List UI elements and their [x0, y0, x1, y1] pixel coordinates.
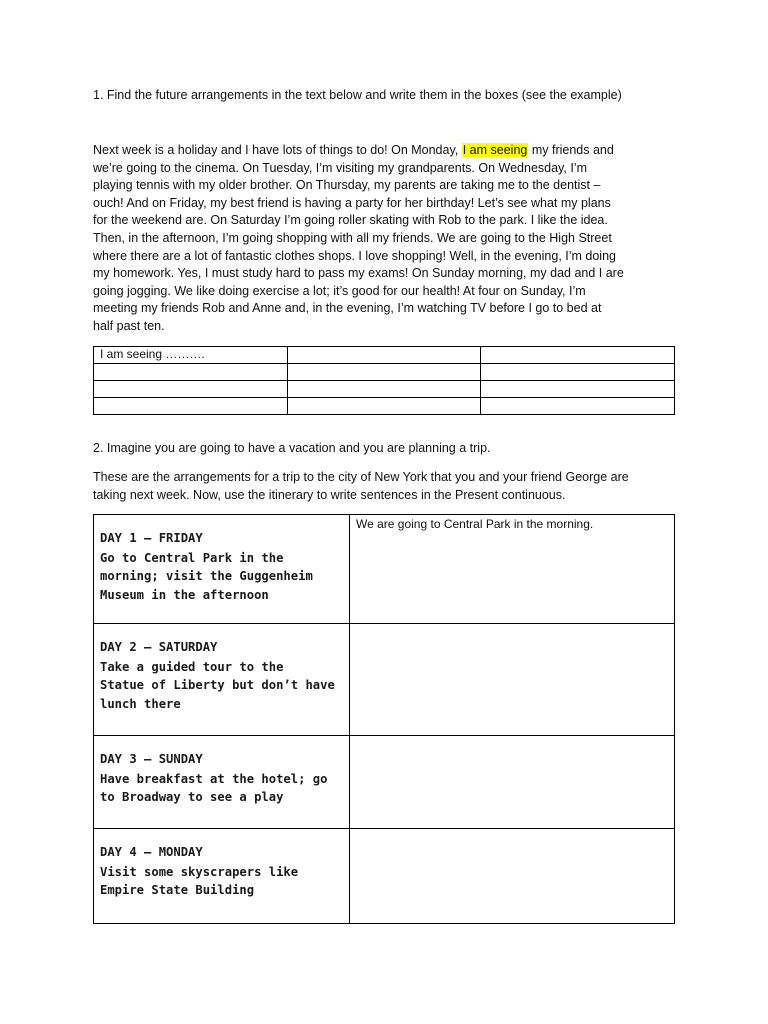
day-title: DAY 1 – FRIDAY [100, 531, 203, 545]
answer-box[interactable] [287, 398, 481, 415]
table-row [94, 398, 675, 415]
day-activity-line: Visit some skyscrapers like [100, 864, 299, 879]
intro-line: taking next week. Now, use the itinerary to write sentences in the Present continuous. [93, 488, 566, 502]
passage-line: Then, in the afternoon, I’m going shopping with all my friends. We are going to the High Street [93, 230, 612, 245]
itinerary-table [93, 514, 675, 924]
sentence-answer-box[interactable] [350, 829, 675, 924]
answer-box[interactable] [481, 347, 675, 364]
answer-box[interactable] [481, 364, 675, 381]
day-title: DAY 2 – SATURDAY [100, 640, 218, 654]
table-row [94, 347, 675, 364]
day-title: DAY 3 – SUNDAY [100, 752, 203, 766]
passage-line: for the weekend are. On Saturday I’m going roller skating with Rob to the park. I like the idea. [93, 213, 608, 228]
table-row [94, 364, 675, 381]
itinerary-row-day-2 [94, 624, 675, 736]
passage-line: going jogging. We like doing exercise a lot; it’s good for our health! At four on Sunday, I’m [93, 283, 586, 298]
answer-box[interactable] [94, 364, 288, 381]
itinerary-day-cell [94, 736, 350, 829]
highlighted-example: I am seeing [462, 143, 528, 157]
day-activity-line: Have breakfast at the hotel; go [100, 771, 328, 786]
exercise-2-instruction: 2. Imagine you are going to have a vacation and you are planning a trip. [93, 441, 491, 455]
day-activity-line: Go to Central Park in the [100, 550, 284, 565]
itinerary-day-cell [94, 624, 350, 736]
passage-line: meeting my friends Rob and Anne and, in the evening, I’m watching TV before I go to bed at [93, 301, 602, 316]
passage-line: where there are a lot of fantastic clothes shops. I love shopping! Well, in the evening, I’m doing [93, 248, 616, 263]
day-activity-line: morning; visit the Guggenheim [100, 569, 313, 583]
answer-box[interactable] [94, 381, 288, 398]
exercise-2-intro [93, 468, 693, 504]
day-activity-line: to Broadway to see a play [100, 790, 284, 804]
day-activity-line: Museum in the afternoon [100, 587, 269, 602]
day-activity-line: Take a guided tour to the [100, 659, 284, 674]
passage-line: half past ten. [93, 318, 165, 333]
passage-line: playing tennis with my older brother. On Thursday, my parents are taking me to the dentist – [93, 178, 601, 193]
day-title: DAY 4 – MONDAY [100, 845, 203, 859]
itinerary-row-day-3 [94, 736, 675, 829]
sentence-answer-box[interactable]: We are going to Central Park in the morning. [350, 515, 675, 624]
passage-line: Next week is a holiday and I have lots of things to do! On Monday, I am seeing my friends and [93, 143, 614, 157]
day-activity-line: lunch there [100, 696, 181, 711]
intro-line: These are the arrangements for a trip to the city of New York that you and your friend George are [93, 470, 629, 484]
table-row [94, 381, 675, 398]
itinerary-day-cell [94, 829, 350, 924]
answer-box[interactable] [481, 398, 675, 415]
exercise-1-passage [93, 142, 653, 336]
answer-box[interactable] [287, 347, 481, 364]
exercise-1-instruction: 1. Find the future arrangements in the text below and write them in the boxes (see the example) [93, 88, 622, 102]
sentence-answer-box[interactable] [350, 624, 675, 736]
answer-box[interactable] [287, 364, 481, 381]
sentence-answer-box[interactable] [350, 736, 675, 829]
passage-line: we’re going to the cinema. On Tuesday, I’m visiting my grandparents. On Wednesday, I’m [93, 160, 587, 175]
itinerary-day-cell [94, 515, 350, 624]
arrangements-answer-table [93, 346, 675, 415]
answer-box[interactable] [287, 381, 481, 398]
day-activity-line: Empire State Building [100, 883, 255, 897]
answer-box[interactable]: I am seeing ………. [94, 347, 288, 364]
day-activity-line: Statue of Liberty but don’t have [100, 678, 335, 692]
answer-box[interactable] [481, 381, 675, 398]
passage-line: my homework. Yes, I must study hard to pass my exams! On Sunday morning, my dad and I are [93, 266, 624, 281]
passage-line: ouch! And on Friday, my best friend is having a party for her birthday! Let’s see what my plans [93, 195, 611, 210]
itinerary-row-day-4 [94, 829, 675, 924]
answer-box[interactable] [94, 398, 288, 415]
itinerary-row-day-1 [94, 515, 675, 624]
